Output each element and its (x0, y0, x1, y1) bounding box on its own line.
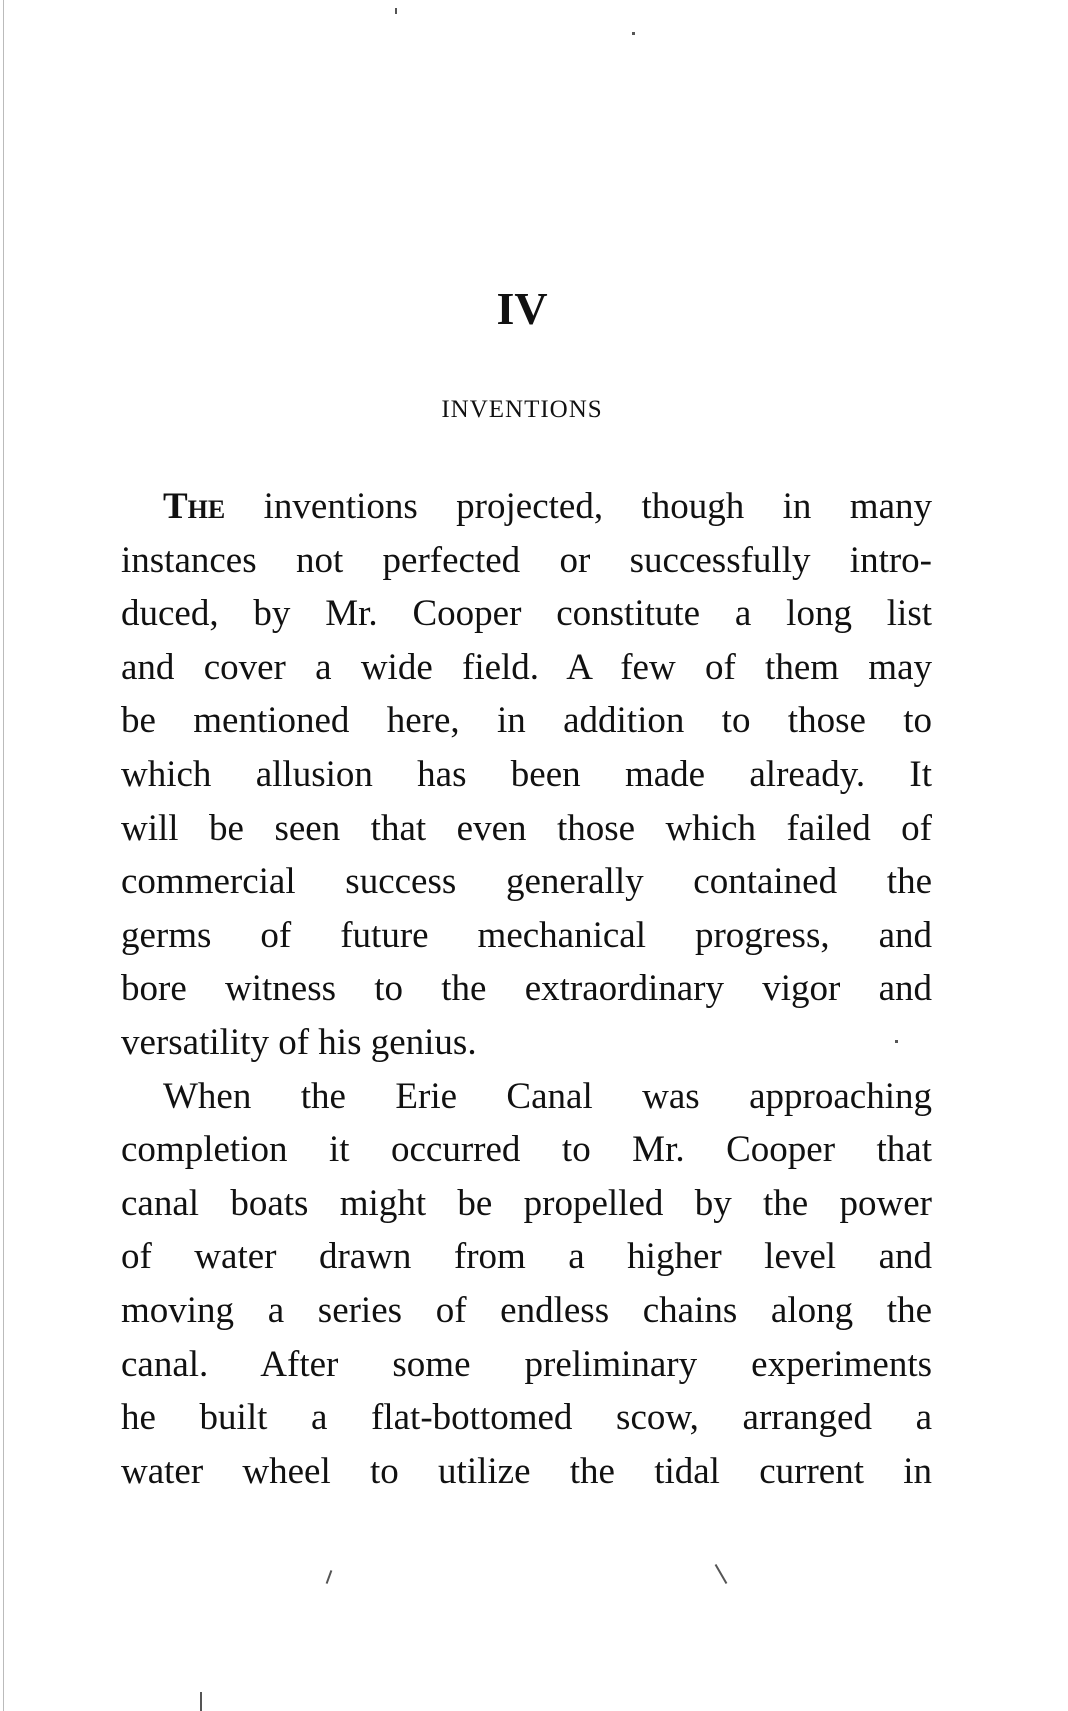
text-line: commercial success generally contained the (121, 861, 932, 903)
chapter-number: IV (496, 283, 548, 334)
body-text (121, 480, 932, 1498)
text-line: water wheel to utilize the tidal current in (121, 1450, 932, 1492)
page-edge (3, 0, 4, 1711)
scan-speck (632, 32, 635, 35)
text-line: completion it occurred to Mr. Cooper that (121, 1129, 932, 1171)
text-line: canal boats might be propelled by the power (121, 1182, 932, 1224)
paragraph (121, 1070, 932, 1499)
text-line: and cover a wide field. A few of them may (121, 646, 932, 688)
text-line: The inventions projected, though in many (163, 486, 932, 527)
text-line: be mentioned here, in addition to those to (121, 700, 932, 742)
lead-word: The (163, 486, 226, 527)
text-line: versatility of his genius. (121, 1021, 477, 1063)
text-line: germs of future mechanical progress, and (121, 914, 932, 956)
text-line: canal. After some preliminary experiments (121, 1343, 932, 1385)
text-line: When the Erie Canal was approaching (163, 1075, 932, 1117)
scan-speck (715, 1564, 728, 1584)
paragraph (121, 480, 932, 1070)
text-line: he built a flat-bottomed scow, arranged a (121, 1397, 932, 1439)
text-line: will be seen that even those which failed of (121, 807, 932, 849)
text-line: bore witness to the extraordinary vigor and (121, 968, 932, 1010)
text-line: which allusion has been made already. It (121, 753, 932, 795)
scan-speck (395, 8, 397, 14)
text-line: of water drawn from a higher level and (121, 1236, 932, 1278)
text-line: instances not perfected or successfully intro- (121, 539, 932, 581)
scan-speck (326, 1570, 333, 1584)
text-line: moving a series of endless chains along the (121, 1289, 932, 1331)
text-line: duced, by Mr. Cooper constitute a long list (121, 593, 932, 635)
chapter-title: INVENTIONS (441, 396, 603, 423)
scan-speck (200, 1692, 202, 1711)
